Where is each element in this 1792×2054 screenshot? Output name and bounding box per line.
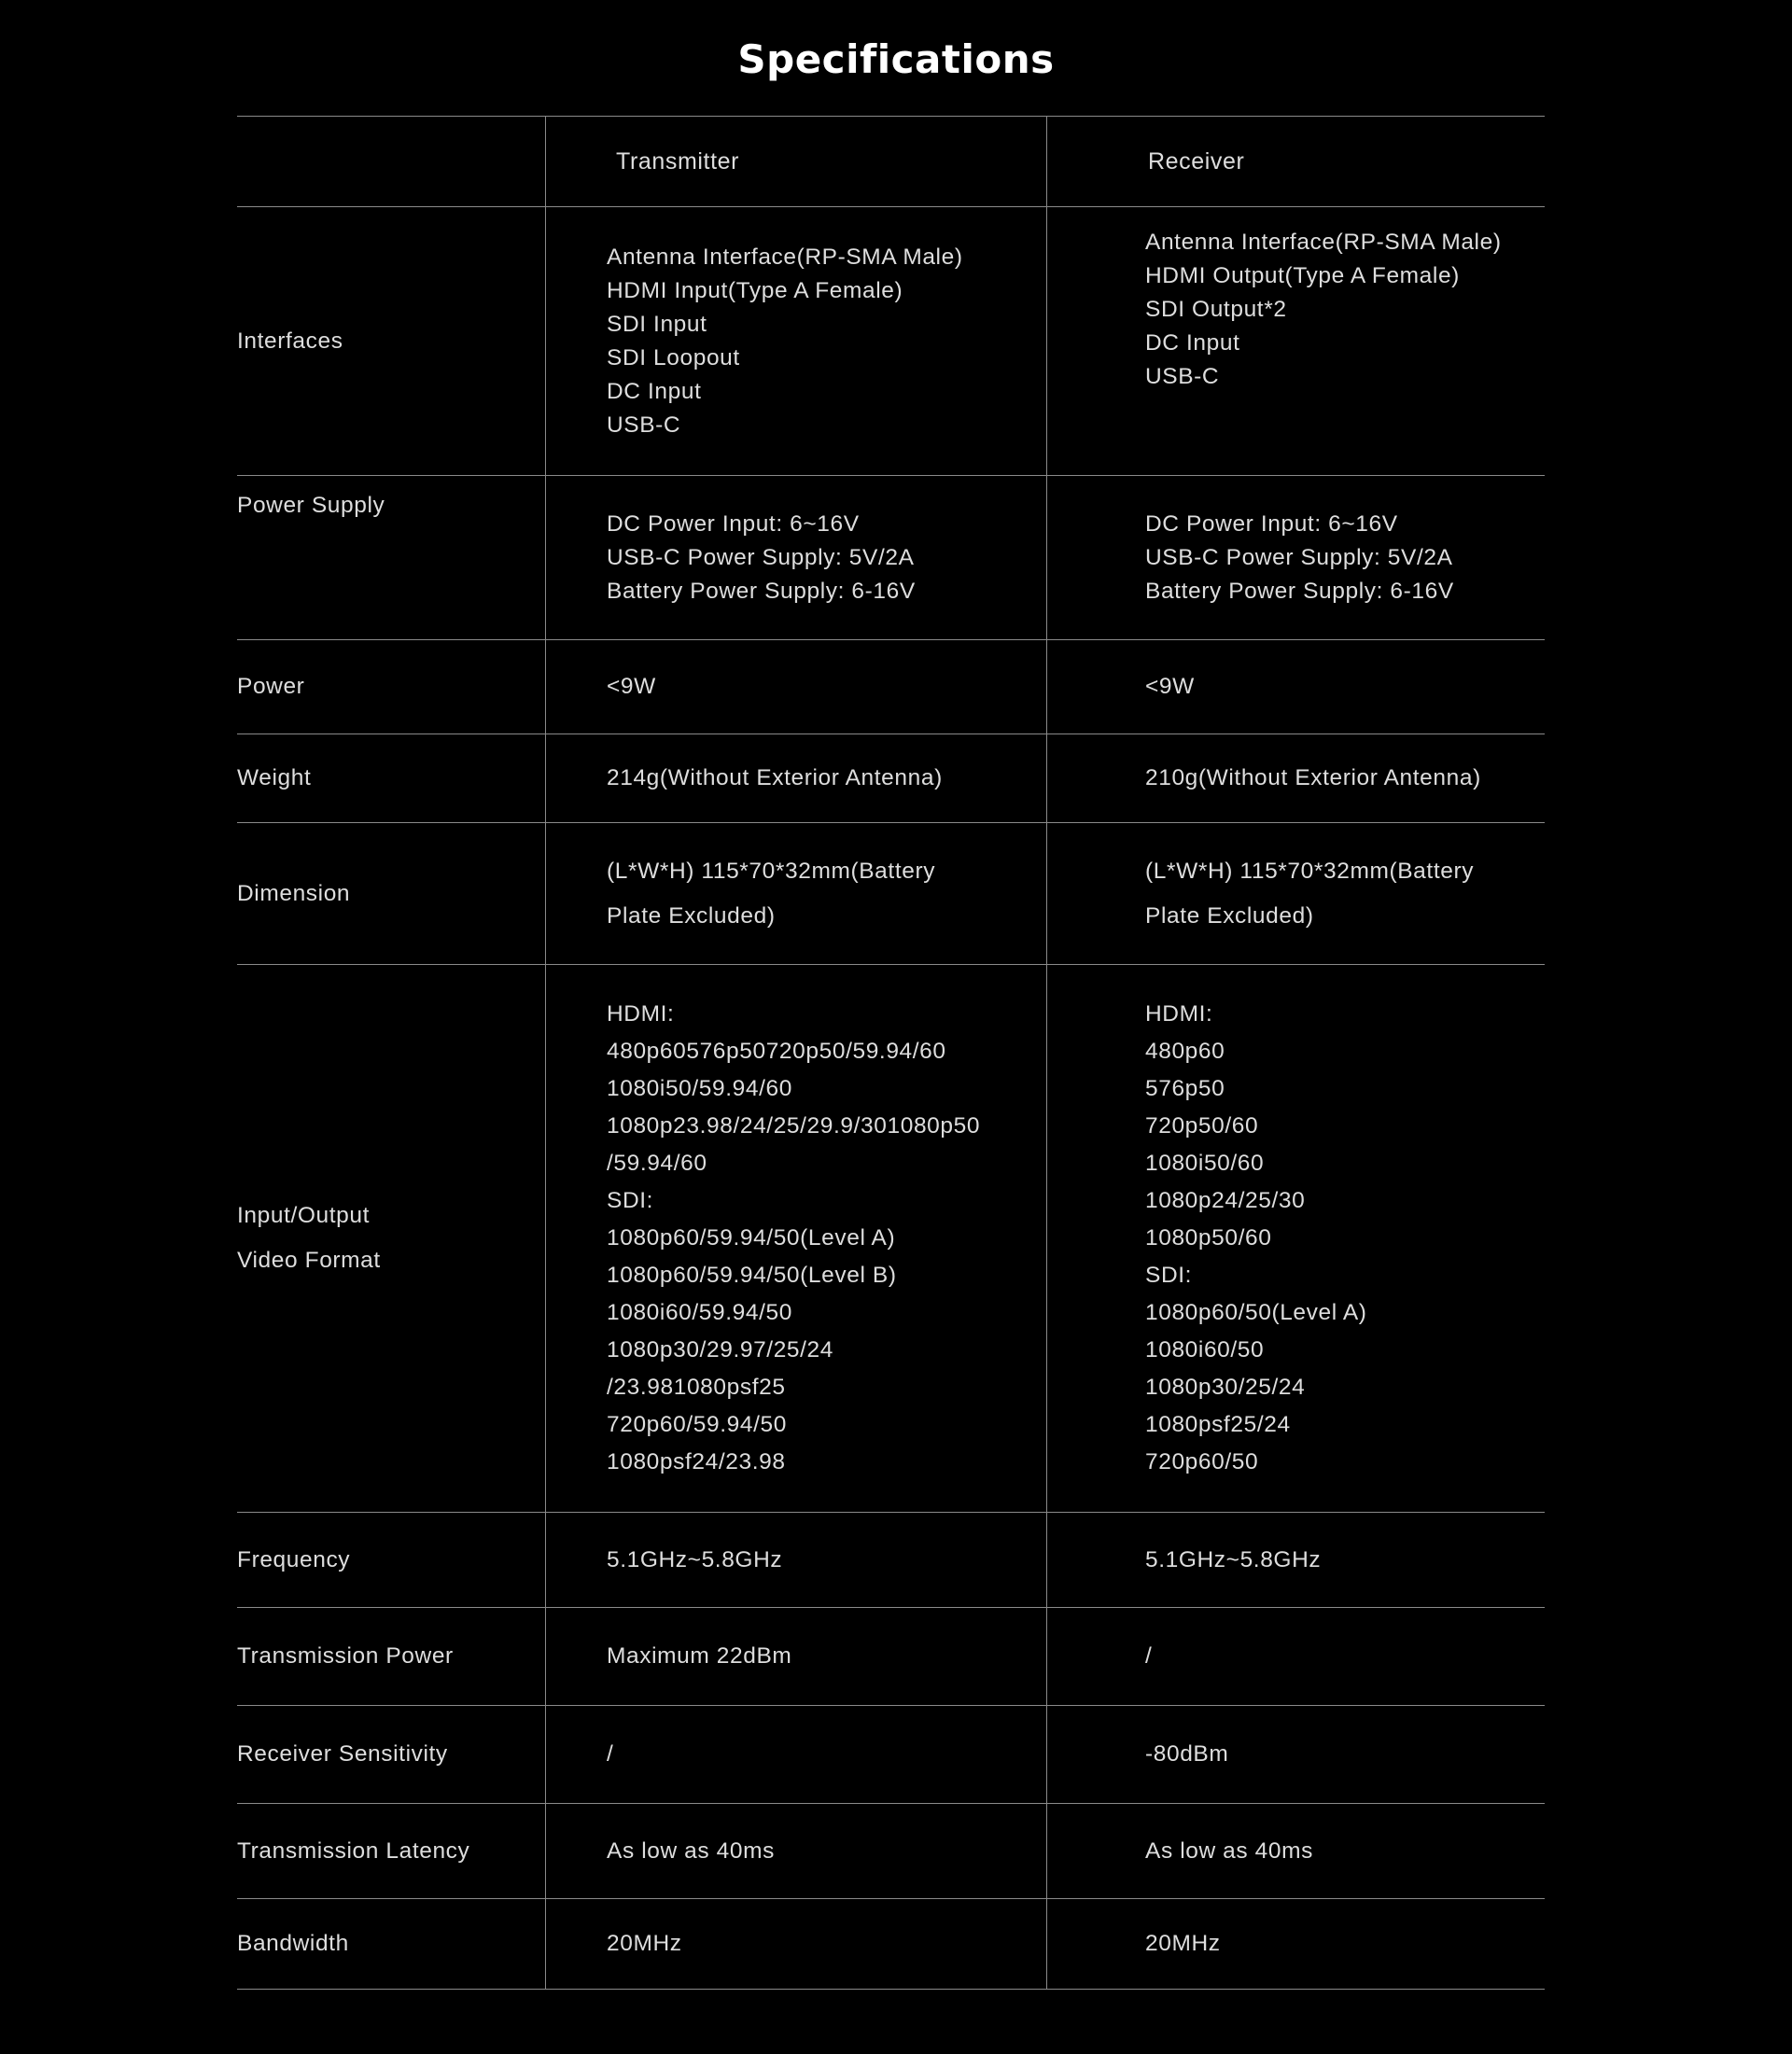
row-label (237, 1706, 545, 1803)
value-line: 720p60/50 (1145, 1449, 1259, 1474)
value-line: <9W (607, 674, 656, 699)
value-line: Battery Power Supply: 6-16V (1145, 578, 1454, 604)
row-label-line: Frequency (237, 1546, 351, 1572)
value-line: 1080i60/59.94/50 (607, 1300, 792, 1325)
receiver-value (1046, 207, 1545, 475)
value-line: /59.94/60 (607, 1151, 707, 1176)
table-row-transmission-power (237, 1607, 1545, 1705)
transmitter-value (545, 476, 1046, 639)
value-line: / (1145, 1643, 1153, 1669)
table-row-video-format (237, 964, 1545, 1512)
row-label-line: Power Supply (237, 493, 385, 518)
header-cell-receiver: Receiver (1046, 117, 1545, 206)
row-label-line: Video Format (237, 1248, 381, 1273)
receiver-value (1046, 1608, 1545, 1705)
value-line: USB-C Power Supply: 5V/2A (1145, 544, 1453, 570)
row-label-line: Bandwidth (237, 1931, 349, 1956)
row-label-line: Receiver Sensitivity (237, 1741, 448, 1767)
receiver-value (1046, 1899, 1545, 1989)
transmitter-value (545, 965, 1046, 1512)
value-line: DC Power Input: 6~16V (607, 510, 860, 537)
value-line: HDMI: (1145, 1001, 1213, 1027)
value-line: 1080psf25/24 (1145, 1412, 1291, 1437)
row-label-line: Weight (237, 765, 312, 790)
value-line: USB-C (607, 412, 681, 438)
value-line: Plate Excluded) (607, 902, 776, 929)
value-line: (L*W*H) 115*70*32mm(Battery (607, 858, 936, 884)
transmitter-value (545, 1706, 1046, 1803)
value-line: USB-C Power Supply: 5V/2A (607, 544, 915, 570)
table-row-power-supply (237, 475, 1545, 639)
value-line: Maximum 22dBm (607, 1643, 792, 1669)
value-line: 720p60/59.94/50 (607, 1412, 787, 1437)
value-line: 1080p60/59.94/50(Level A) (607, 1225, 896, 1251)
receiver-value (1046, 1706, 1545, 1803)
value-line: 480p60576p50720p50/59.94/60 (607, 1039, 946, 1064)
row-label-line: Transmission Power (237, 1643, 454, 1669)
receiver-value (1046, 734, 1545, 822)
row-label (237, 207, 545, 475)
table-row-power (237, 639, 1545, 734)
value-line: SDI Loopout (607, 344, 740, 370)
row-label (237, 1513, 545, 1607)
value-line: 20MHz (1145, 1931, 1221, 1956)
table-row-receiver-sensitivity (237, 1705, 1545, 1803)
row-label (237, 640, 545, 734)
value-line: 1080i50/60 (1145, 1151, 1265, 1176)
value-line: HDMI Input(Type A Female) (607, 277, 903, 303)
transmitter-value (545, 823, 1046, 964)
value-line: 1080p60/59.94/50(Level B) (607, 1263, 897, 1288)
table-row-frequency (237, 1512, 1545, 1607)
value-line: Antenna Interface(RP-SMA Male) (607, 244, 963, 270)
value-line: Plate Excluded) (1145, 902, 1314, 929)
table-row-transmission-latency (237, 1803, 1545, 1898)
value-line: / (607, 1741, 614, 1767)
value-line: 1080p30/25/24 (1145, 1375, 1306, 1400)
value-line: 1080i50/59.94/60 (607, 1076, 792, 1101)
value-line: <9W (1145, 674, 1195, 699)
transmitter-value (545, 1804, 1046, 1898)
value-line: SDI Output*2 (1145, 297, 1287, 322)
receiver-value (1046, 1513, 1545, 1607)
value-line: SDI: (607, 1188, 654, 1213)
value-line: DC Power Input: 6~16V (1145, 510, 1398, 537)
table-row-dimension (237, 822, 1545, 964)
value-line: 1080p24/25/30 (1145, 1188, 1306, 1213)
table-header-row (237, 116, 1545, 206)
receiver-value (1046, 823, 1545, 964)
value-line: DC Input (1145, 330, 1240, 356)
value-line: 1080p60/50(Level A) (1145, 1300, 1367, 1325)
value-line: (L*W*H) 115*70*32mm(Battery (1145, 858, 1475, 884)
value-line: 1080p30/29.97/25/24 (607, 1337, 834, 1362)
row-label-line: Input/Output (237, 1203, 371, 1228)
value-line: As low as 40ms (607, 1837, 775, 1864)
value-line: 214g(Without Exterior Antenna) (607, 765, 943, 790)
value-line: SDI: (1145, 1263, 1193, 1288)
value-line: 576p50 (1145, 1076, 1225, 1101)
row-label-line: Interfaces (237, 328, 343, 354)
value-line: 5.1GHz~5.8GHz (607, 1546, 783, 1572)
value-line: Antenna Interface(RP-SMA Male) (1145, 230, 1502, 255)
row-label (237, 823, 545, 964)
transmitter-value (545, 1608, 1046, 1705)
row-label (237, 1804, 545, 1898)
value-line: USB-C (1145, 364, 1220, 389)
value-line: As low as 40ms (1145, 1837, 1313, 1864)
value-line: 20MHz (607, 1931, 682, 1956)
header-cell-spec (237, 117, 545, 206)
transmitter-value (545, 207, 1046, 475)
value-line: 720p50/60 (1145, 1113, 1259, 1139)
row-label (237, 734, 545, 822)
value-line: 480p60 (1145, 1039, 1225, 1064)
receiver-value (1046, 965, 1545, 1512)
value-line: HDMI Output(Type A Female) (1145, 263, 1460, 288)
value-line: SDI Input (607, 311, 707, 337)
row-label (237, 965, 545, 1512)
value-line: 5.1GHz~5.8GHz (1145, 1546, 1322, 1572)
table-row-weight (237, 734, 1545, 822)
header-cell-transmitter: Transmitter (545, 117, 1046, 206)
receiver-value (1046, 640, 1545, 734)
table-row-interfaces (237, 206, 1545, 475)
page-title: Specifications (737, 36, 1055, 82)
value-line: Battery Power Supply: 6-16V (607, 578, 916, 604)
transmitter-value (545, 1899, 1046, 1989)
value-line: 1080p50/60 (1145, 1225, 1272, 1251)
transmitter-value (545, 640, 1046, 734)
value-line: /23.981080psf25 (607, 1375, 786, 1400)
receiver-value (1046, 476, 1545, 639)
transmitter-value (545, 734, 1046, 822)
table-row-bandwidth (237, 1898, 1545, 1990)
value-line: HDMI: (607, 1001, 675, 1027)
row-label-line: Dimension (237, 880, 351, 906)
transmitter-value (545, 1513, 1046, 1607)
value-line: 1080p23.98/24/25/29.9/301080p50 (607, 1113, 981, 1139)
value-line: -80dBm (1145, 1741, 1229, 1767)
row-label-line: Transmission Latency (237, 1837, 470, 1864)
receiver-value (1046, 1804, 1545, 1898)
value-line: 210g(Without Exterior Antenna) (1145, 765, 1481, 790)
value-line: 1080i60/50 (1145, 1337, 1265, 1362)
row-label (237, 1608, 545, 1705)
row-label (237, 476, 545, 639)
value-line: 1080psf24/23.98 (607, 1449, 786, 1474)
value-line: DC Input (607, 378, 702, 404)
row-label-line: Power (237, 674, 305, 699)
spec-table (237, 116, 1545, 1990)
row-label (237, 1899, 545, 1989)
